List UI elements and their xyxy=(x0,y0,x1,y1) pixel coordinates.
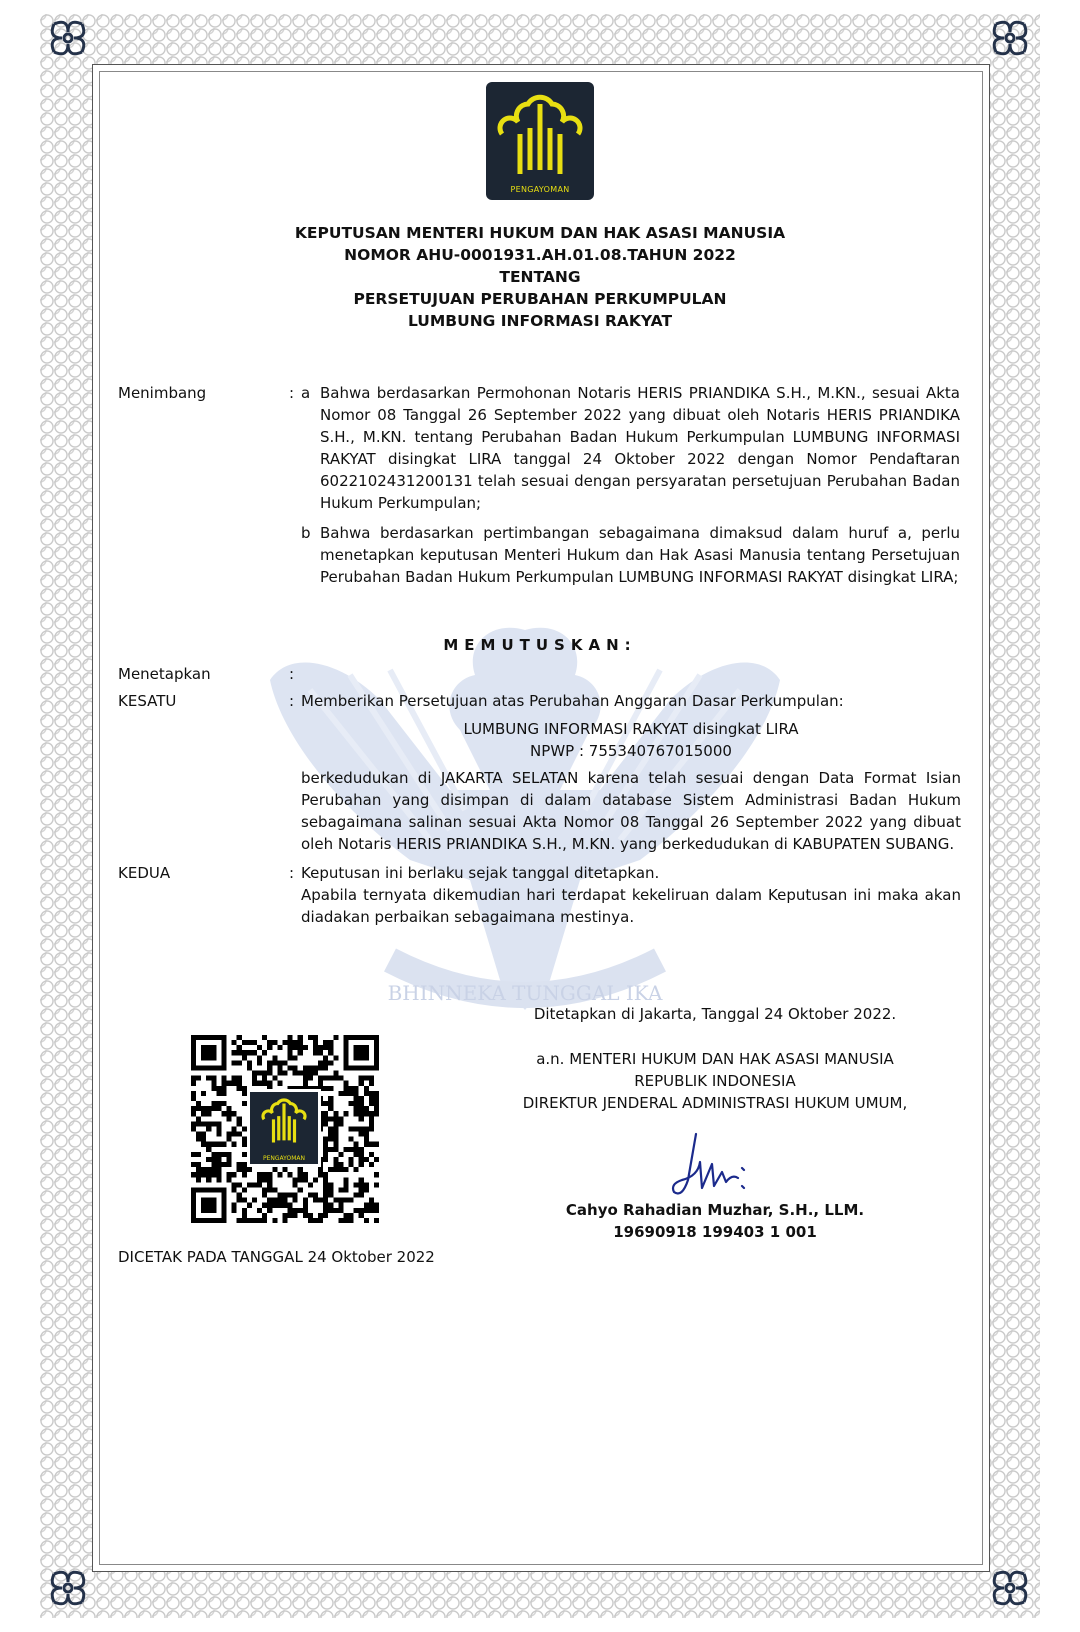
pengayoman-logo xyxy=(486,82,594,200)
kedua-line-1: Keputusan ini berlaku sejak tanggal ditetapkan. xyxy=(301,864,660,882)
kesatu-label: KESATU xyxy=(118,692,177,710)
title-line-3: TENTANG xyxy=(499,268,581,286)
signatory-name: Cahyo Rahadian Muzhar, S.H., LLM. xyxy=(565,1201,865,1219)
npwp-number: NPWP : 755340767015000 xyxy=(530,742,732,760)
point-b-letter: b xyxy=(301,524,311,542)
kesatu-colon: : xyxy=(289,692,295,710)
pengayoman-emblem-icon xyxy=(486,82,594,200)
organization-name: LUMBUNG INFORMASI RAKYAT disingkat LIRA xyxy=(463,720,799,738)
point-a-letter: a xyxy=(301,384,311,402)
handwritten-signature xyxy=(668,1132,758,1204)
corner-ornament-bottom-left xyxy=(46,1566,90,1610)
qr-pengayoman-icon xyxy=(250,1092,318,1154)
point-a-text: Bahwa berdasarkan Permohonan Notaris HERIS PRIANDIKA S.H., M.KN., sesuai Akta Nomor 08 Tanggal 26 September 2022 yang dibuat oleh Notaris HERIS PRIANDIKA S.H., M.KN. tentang Perubahan Badan Hukum Perkumpulan LUMBUNG INFORMASI RAKYAT disingkat LIRA tanggal 24 Oktober 2022 dengan Nomor Pendaftaran 6022102431200131 telah sesuai dengan persyaratan persetujuan Perubahan Badan Hukum Perkumpulan; xyxy=(320,384,960,512)
point-b-text: Bahwa berdasarkan pertimbangan sebagaimana dimaksud dalam huruf a, perlu menetapkan keputusan Menteri Hukum dan Hak Asasi Manusia tentang Persetujuan Perubahan Badan Hukum Perkumpulan LUMBUNG INFORMASI RAKYAT disingkat LIRA; xyxy=(320,524,960,586)
logo-text: PENGAYOMAN xyxy=(510,185,570,194)
kesatu-text: Memberikan Persetujuan atas Perubahan Anggaran Dasar Perkumpulan: xyxy=(301,692,844,710)
kedua-line-2: Apabila ternyata dikemudian hari terdapat kekeliruan dalam Keputusan ini maka akan diadakan perbaikan sebagaimana mestinya. xyxy=(301,886,961,926)
printed-date: DICETAK PADA TANGGAL 24 Oktober 2022 xyxy=(118,1248,435,1266)
qr-logo-text: PENGAYOMAN xyxy=(262,1155,305,1162)
title-line-2: NOMOR AHU-0001931.AH.01.08.TAHUN 2022 xyxy=(344,246,736,264)
qr-center-logo xyxy=(247,1089,321,1167)
corner-ornament-top-left xyxy=(46,16,90,60)
title-line-4: PERSETUJUAN PERUBAHAN PERKUMPULAN xyxy=(353,290,727,308)
kedua-label: KEDUA xyxy=(118,864,171,882)
signatory-nip: 19690918 199403 1 001 xyxy=(613,1223,817,1241)
watermark-motto: BHINNEKA TUNGGAL IKA xyxy=(387,981,663,1005)
republik-text: REPUBLIK INDONESIA xyxy=(634,1072,796,1090)
memutuskan-heading: MEMUTUSKAN: xyxy=(443,636,637,654)
menetapkan-colon: : xyxy=(289,665,295,683)
ditetapkan-text: Ditetapkan di Jakarta, Tanggal 24 Oktober 2022. xyxy=(533,1005,897,1023)
document-title xyxy=(0,222,1080,332)
corner-ornament-top-right xyxy=(988,16,1032,60)
an-menteri-text: a.n. MENTERI HUKUM DAN HAK ASASI MANUSIA xyxy=(536,1050,894,1068)
direktur-jenderal-text: DIREKTUR JENDERAL ADMINISTRASI HUKUM UMUM, xyxy=(522,1094,908,1112)
kesatu-detail: berkedudukan di JAKARTA SELATAN karena telah sesuai dengan Data Format Isian Perubahan yang disimpan di dalam database Sistem Administrasi Badan Hukum sebagaimana salinan sesuai Akta Nomor 08 Tanggal 26 September 2022 yang dibuat oleh Notaris HERIS PRIANDIKA S.H., M.KN. yang berkedudukan di KABUPATEN SUBANG. xyxy=(301,769,961,853)
kedua-colon: : xyxy=(289,864,295,882)
title-line-1: KEPUTUSAN MENTERI HUKUM DAN HAK ASASI MANUSIA xyxy=(294,224,786,242)
menetapkan-label: Menetapkan xyxy=(118,665,211,683)
menimbang-colon: : xyxy=(289,384,295,402)
title-line-5: LUMBUNG INFORMASI RAKYAT xyxy=(407,312,673,330)
menimbang-label: Menimbang xyxy=(118,384,207,402)
corner-ornament-bottom-right xyxy=(988,1566,1032,1610)
